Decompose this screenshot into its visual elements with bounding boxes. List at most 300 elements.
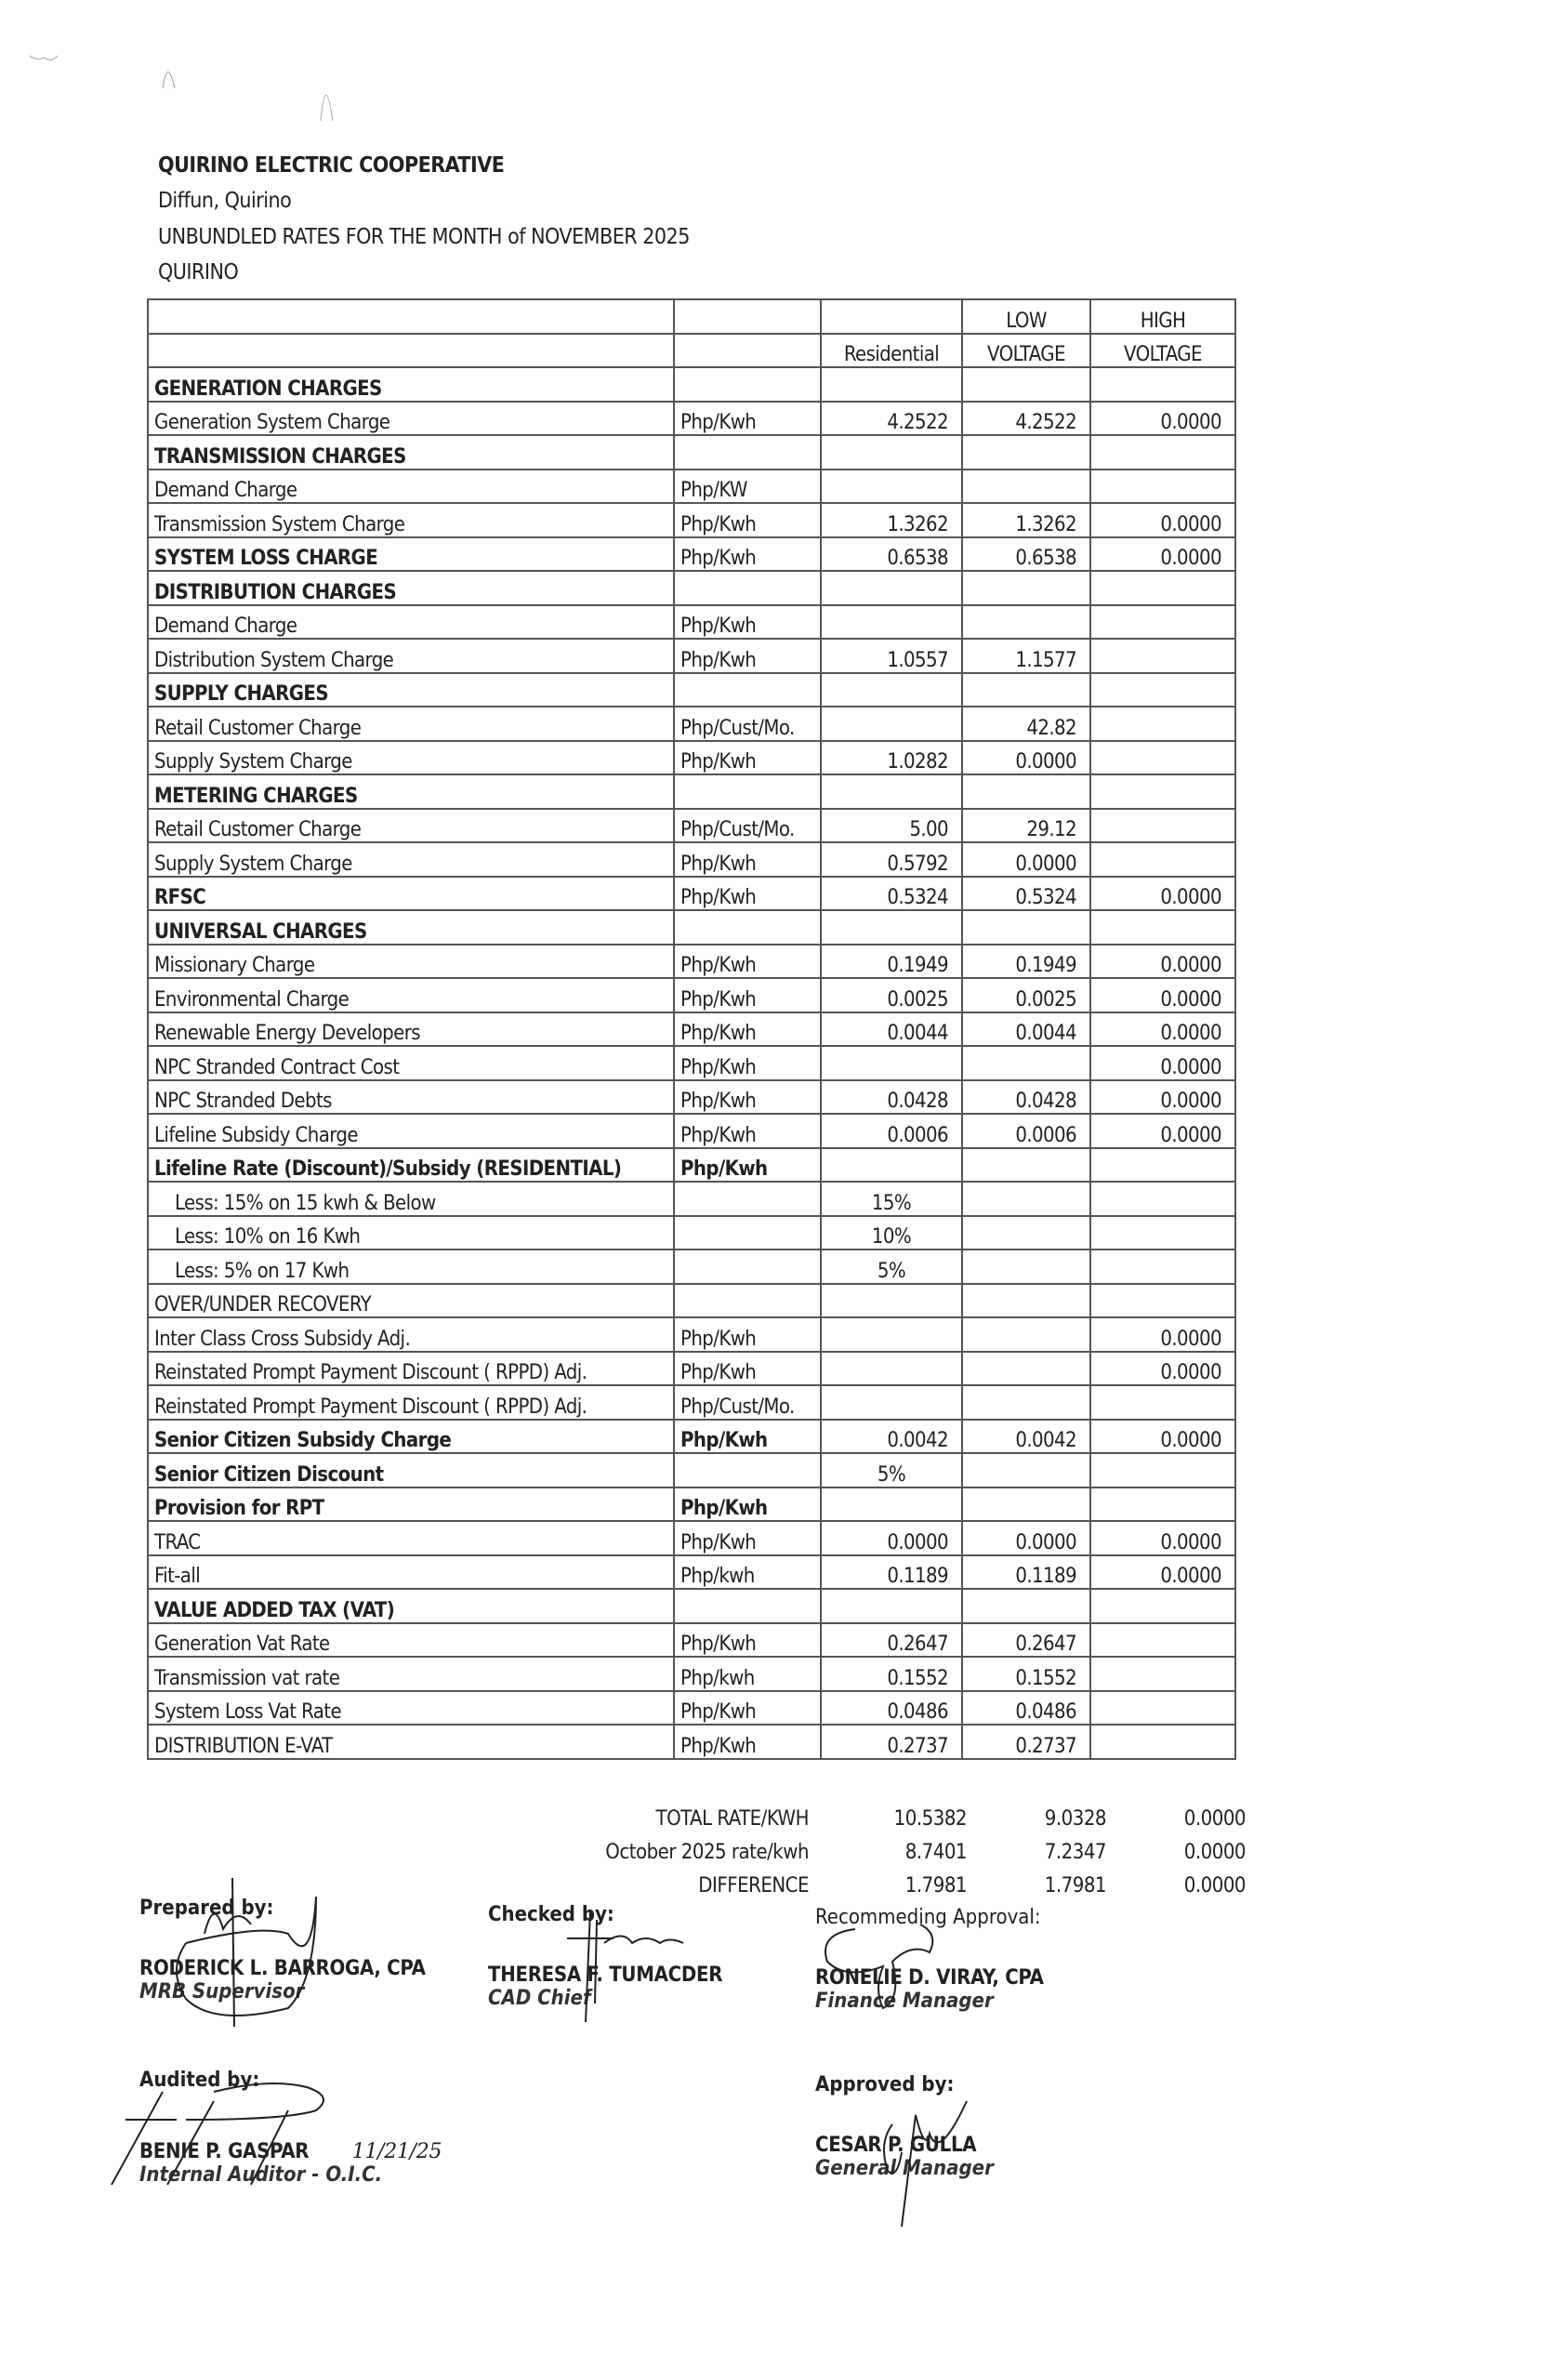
residential-value — [821, 435, 962, 469]
row-unit: Php/Kwh — [674, 1080, 821, 1115]
residential-value — [821, 910, 962, 945]
low-voltage-value — [962, 774, 1090, 809]
approved-by-label: Approved by: — [815, 2073, 955, 2096]
header-blank — [148, 334, 674, 368]
high-voltage-value — [1090, 842, 1235, 877]
row-label: Retail Customer Charge — [148, 707, 674, 741]
residential-value: 0.1189 — [821, 1555, 962, 1590]
residential-value: 5% — [821, 1250, 962, 1284]
high-voltage-value: 0.0000 — [1090, 1012, 1235, 1047]
row-unit: Php/Kwh — [674, 1521, 821, 1555]
header-blank — [821, 299, 962, 334]
table-row — [148, 809, 1235, 843]
row-unit: Php/Kwh — [674, 1725, 821, 1759]
totals-low-voltage: 7.2347 — [1044, 1840, 1106, 1864]
high-voltage-value: 0.0000 — [1090, 1420, 1235, 1454]
table-section-row — [148, 571, 1235, 605]
row-label: Less: 10% on 16 Kwh — [148, 1216, 674, 1250]
row-label: Renewable Energy Developers — [148, 1012, 674, 1047]
high-voltage-value — [1090, 1453, 1235, 1488]
low-voltage-value — [962, 605, 1090, 640]
high-voltage-value — [1090, 367, 1235, 402]
row-unit — [674, 435, 821, 469]
low-voltage-value: 0.1552 — [962, 1657, 1090, 1691]
prepared-by-block — [139, 1897, 426, 2003]
low-voltage-value: 0.0486 — [962, 1691, 1090, 1726]
low-voltage-value — [962, 1250, 1090, 1284]
residential-value — [821, 1046, 962, 1080]
row-label: NPC Stranded Contract Cost — [148, 1046, 674, 1080]
row-unit: Php/Kwh — [674, 503, 821, 537]
table-section-row — [148, 673, 1235, 707]
low-voltage-value: 0.0006 — [962, 1114, 1090, 1148]
row-label: Supply System Charge — [148, 842, 674, 877]
scan-mark-icon — [158, 56, 186, 93]
residential-value: 0.5792 — [821, 842, 962, 877]
table-section-row — [148, 537, 1235, 572]
totals-label: October 2025 rate/kwh — [605, 1840, 809, 1864]
residential-value: 1.0557 — [821, 639, 962, 673]
high-voltage-value: 0.0000 — [1090, 1114, 1235, 1148]
totals-high-voltage: 0.0000 — [1183, 1840, 1246, 1864]
residential-value: 10% — [821, 1216, 962, 1250]
checked-by-title: CAD Chief — [488, 1987, 591, 2010]
row-unit: Php/Kwh — [674, 978, 821, 1012]
residential-value: 5.00 — [821, 809, 962, 843]
table-row — [148, 1046, 1235, 1080]
row-label: Senior Citizen Subsidy Charge — [148, 1420, 674, 1454]
residential-value: 0.0025 — [821, 978, 962, 1012]
high-voltage-value — [1090, 639, 1235, 673]
high-voltage-value — [1090, 910, 1235, 945]
row-unit: Php/Cust/Mo. — [674, 1385, 821, 1420]
table-row — [148, 1080, 1235, 1115]
row-unit: Php/Kwh — [674, 1012, 821, 1047]
high-voltage-value: 0.0000 — [1090, 1080, 1235, 1115]
high-voltage-value — [1090, 1589, 1235, 1623]
low-voltage-value: 42.82 — [962, 707, 1090, 741]
row-label: Senior Citizen Discount — [148, 1453, 674, 1488]
low-voltage-value — [962, 1317, 1090, 1352]
row-unit: Php/Kwh — [674, 605, 821, 640]
audited-date: 11/21/25 — [351, 2140, 442, 2163]
residential-value — [821, 1148, 962, 1183]
table-section-row — [148, 435, 1235, 469]
residential-value — [821, 571, 962, 605]
table-row — [148, 1284, 1235, 1318]
row-label: TRANSMISSION CHARGES — [148, 435, 674, 469]
table-row — [148, 1555, 1235, 1590]
table-row — [148, 842, 1235, 877]
row-label: Lifeline Rate (Discount)/Subsidy (RESIDENTIAL) — [148, 1148, 674, 1183]
row-label: VALUE ADDED TAX (VAT) — [148, 1589, 674, 1623]
row-unit: Php/Kwh — [674, 1114, 821, 1148]
column-header-residential: Residential — [821, 334, 962, 368]
row-label: Reinstated Prompt Payment Discount ( RPPD) Adj. — [148, 1352, 674, 1386]
residential-value: 0.0428 — [821, 1080, 962, 1115]
row-label: Demand Charge — [148, 469, 674, 504]
recommending-approval-label: Recommeding Approval: — [815, 1906, 1041, 1929]
high-voltage-value — [1090, 435, 1235, 469]
totals-residential: 10.5382 — [893, 1806, 967, 1831]
table-row — [148, 1691, 1235, 1726]
low-voltage-value — [962, 910, 1090, 945]
totals-low-voltage: 1.7981 — [1044, 1873, 1106, 1897]
low-voltage-value: 1.3262 — [962, 503, 1090, 537]
table-section-row — [148, 1589, 1235, 1623]
residential-value — [821, 1284, 962, 1318]
low-voltage-value — [962, 1216, 1090, 1250]
totals-row — [521, 1869, 1246, 1902]
row-label: Reinstated Prompt Payment Discount ( RPPD) Adj. — [148, 1385, 674, 1420]
report-title: UNBUNDLED RATES FOR THE MONTH of NOVEMBER 2025 — [158, 225, 690, 249]
totals-low-voltage: 9.0328 — [1044, 1806, 1106, 1831]
row-label: SUPPLY CHARGES — [148, 673, 674, 707]
residential-value: 0.5324 — [821, 877, 962, 911]
row-label: Transmission System Charge — [148, 503, 674, 537]
row-unit: Php/Kwh — [674, 1148, 821, 1183]
totals-row — [521, 1835, 1246, 1869]
high-voltage-value: 0.0000 — [1090, 978, 1235, 1012]
table-row — [148, 1114, 1235, 1148]
residential-value: 0.0044 — [821, 1012, 962, 1047]
high-voltage-value: 0.0000 — [1090, 1317, 1235, 1352]
row-unit: Php/Cust/Mo. — [674, 809, 821, 843]
prepared-by-label: Prepared by: — [139, 1897, 274, 1920]
prepared-by-title: MRB Supervisor — [139, 1980, 305, 2003]
row-unit: Php/Kwh — [674, 1420, 821, 1454]
audited-by-block — [139, 2069, 442, 2187]
row-label: Generation System Charge — [148, 402, 674, 436]
residential-value: 0.1552 — [821, 1657, 962, 1691]
row-label: Fit-all — [148, 1555, 674, 1590]
table-row — [148, 402, 1235, 436]
row-unit — [674, 367, 821, 402]
low-voltage-value: 0.2737 — [962, 1725, 1090, 1759]
high-voltage-value: 0.0000 — [1090, 877, 1235, 911]
table-row — [148, 1182, 1235, 1216]
row-unit: Php/Kwh — [674, 1317, 821, 1352]
row-unit: Php/Kwh — [674, 1623, 821, 1658]
header-blank — [674, 299, 821, 334]
row-label: Supply System Charge — [148, 741, 674, 775]
row-label: Transmission vat rate — [148, 1657, 674, 1691]
residential-value — [821, 605, 962, 640]
table-section-row — [148, 877, 1235, 911]
prepared-by-name: RODERICK L. BARROGA, CPA — [139, 1957, 426, 1980]
low-voltage-value — [962, 367, 1090, 402]
row-unit — [674, 1589, 821, 1623]
totals-high-voltage: 0.0000 — [1183, 1873, 1246, 1897]
high-voltage-value — [1090, 1284, 1235, 1318]
company-location: Diffun, Quirino — [158, 189, 292, 213]
header-blank — [674, 334, 821, 368]
residential-value — [821, 1385, 962, 1420]
low-voltage-value: 0.2647 — [962, 1623, 1090, 1658]
row-unit: Php/Kwh — [674, 945, 821, 979]
row-label: Demand Charge — [148, 605, 674, 640]
table-row — [148, 1250, 1235, 1284]
row-label: RFSC — [148, 877, 674, 911]
table-row — [148, 639, 1235, 673]
table-row — [148, 1352, 1235, 1386]
low-voltage-value — [962, 1182, 1090, 1216]
residential-value — [821, 774, 962, 809]
high-voltage-value — [1090, 1148, 1235, 1183]
high-voltage-value — [1090, 469, 1235, 504]
low-voltage-value — [962, 1148, 1090, 1183]
column-header-high-bottom: VOLTAGE — [1090, 334, 1235, 368]
low-voltage-value — [962, 673, 1090, 707]
company-name: QUIRINO ELECTRIC COOPERATIVE — [158, 153, 505, 178]
high-voltage-value — [1090, 571, 1235, 605]
table-row — [148, 469, 1235, 504]
table-row — [148, 1317, 1235, 1352]
row-unit: Php/Kwh — [674, 639, 821, 673]
row-unit — [674, 673, 821, 707]
low-voltage-value: 0.0025 — [962, 978, 1090, 1012]
low-voltage-value: 0.0042 — [962, 1420, 1090, 1454]
residential-value: 1.3262 — [821, 503, 962, 537]
high-voltage-value — [1090, 673, 1235, 707]
audited-by-label: Audited by: — [139, 2069, 260, 2092]
row-label: Retail Customer Charge — [148, 809, 674, 843]
residential-value — [821, 1488, 962, 1522]
row-label: Environmental Charge — [148, 978, 674, 1012]
high-voltage-value: 0.0000 — [1090, 402, 1235, 436]
row-label: GENERATION CHARGES — [148, 367, 674, 402]
totals-residential: 8.7401 — [904, 1840, 967, 1864]
row-label: System Loss Vat Rate — [148, 1691, 674, 1726]
high-voltage-value — [1090, 1623, 1235, 1658]
approved-by-name: CESAR P. GULLA — [815, 2134, 977, 2157]
low-voltage-value — [962, 1385, 1090, 1420]
table-row — [148, 978, 1235, 1012]
row-unit: Php/kwh — [674, 1555, 821, 1590]
table-row — [148, 1420, 1235, 1454]
row-unit: Php/Kwh — [674, 1691, 821, 1726]
table-row — [148, 1657, 1235, 1691]
low-voltage-value — [962, 1046, 1090, 1080]
row-unit: Php/Kwh — [674, 741, 821, 775]
recommending-approval-title: Finance Manager — [815, 1990, 994, 2013]
row-unit — [674, 910, 821, 945]
low-voltage-value: 0.1189 — [962, 1555, 1090, 1590]
table-row — [148, 503, 1235, 537]
row-unit — [674, 1284, 821, 1318]
row-label: Less: 5% on 17 Kwh — [148, 1250, 674, 1284]
unbundled-rates-table — [147, 298, 1236, 1760]
scan-mark-icon — [28, 37, 65, 65]
residential-value: 0.0006 — [821, 1114, 962, 1148]
high-voltage-value — [1090, 605, 1235, 640]
high-voltage-value — [1090, 707, 1235, 741]
row-label: Missionary Charge — [148, 945, 674, 979]
low-voltage-value: 0.0044 — [962, 1012, 1090, 1047]
residential-value: 0.6538 — [821, 537, 962, 572]
row-unit — [674, 571, 821, 605]
row-unit: Php/KW — [674, 469, 821, 504]
residential-value — [821, 367, 962, 402]
row-unit: Php/Kwh — [674, 1046, 821, 1080]
low-voltage-value: 1.1577 — [962, 639, 1090, 673]
table-row — [148, 741, 1235, 775]
checked-by-block — [488, 1903, 722, 2010]
residential-value — [821, 1589, 962, 1623]
row-unit — [674, 1453, 821, 1488]
high-voltage-value — [1090, 1216, 1235, 1250]
low-voltage-value: 0.0000 — [962, 741, 1090, 775]
low-voltage-value — [962, 1488, 1090, 1522]
table-row — [148, 1623, 1235, 1658]
high-voltage-value — [1090, 741, 1235, 775]
audited-by-name: BENIE P. GASPAR — [139, 2140, 310, 2163]
column-header-row-bottom — [148, 334, 1235, 368]
column-header-high-top: HIGH — [1090, 299, 1235, 334]
residential-value: 0.2737 — [821, 1725, 962, 1759]
high-voltage-value — [1090, 809, 1235, 843]
residential-value — [821, 1317, 962, 1352]
audited-by-name-row — [139, 2140, 442, 2163]
residential-value: 0.0000 — [821, 1521, 962, 1555]
totals-block — [521, 1802, 1246, 1902]
table-row — [148, 1216, 1235, 1250]
table-section-row — [148, 774, 1235, 809]
high-voltage-value: 0.0000 — [1090, 537, 1235, 572]
checked-by-name: THERESA F. TUMACDER — [488, 1964, 723, 1987]
table-row — [148, 1725, 1235, 1759]
totals-residential: 1.7981 — [904, 1873, 967, 1897]
residential-value — [821, 1352, 962, 1386]
high-voltage-value: 0.0000 — [1090, 1352, 1235, 1386]
low-voltage-value: 0.5324 — [962, 877, 1090, 911]
row-label: UNIVERSAL CHARGES — [148, 910, 674, 945]
high-voltage-value: 0.0000 — [1090, 1555, 1235, 1590]
residential-value: 4.2522 — [821, 402, 962, 436]
residential-value: 0.0042 — [821, 1420, 962, 1454]
low-voltage-value — [962, 1284, 1090, 1318]
approved-by-block — [815, 2073, 994, 2180]
residential-value: 0.0486 — [821, 1691, 962, 1726]
row-unit: Php/Kwh — [674, 1352, 821, 1386]
audited-by-title: Internal Auditor - O.I.C. — [139, 2163, 383, 2187]
high-voltage-value — [1090, 1691, 1235, 1726]
row-label: OVER/UNDER RECOVERY — [148, 1284, 674, 1318]
row-label: TRAC — [148, 1521, 674, 1555]
low-voltage-value: 0.0428 — [962, 1080, 1090, 1115]
low-voltage-value — [962, 1453, 1090, 1488]
residential-value — [821, 469, 962, 504]
high-voltage-value — [1090, 1250, 1235, 1284]
table-section-row — [148, 910, 1235, 945]
row-label: NPC Stranded Debts — [148, 1080, 674, 1115]
checked-by-label: Checked by: — [488, 1903, 614, 1926]
row-unit: Php/Cust/Mo. — [674, 707, 821, 741]
row-unit: Php/kwh — [674, 1657, 821, 1691]
high-voltage-value — [1090, 774, 1235, 809]
row-unit — [674, 774, 821, 809]
table-row — [148, 707, 1235, 741]
low-voltage-value: 4.2522 — [962, 402, 1090, 436]
low-voltage-value: 0.0000 — [962, 842, 1090, 877]
table-row — [148, 945, 1235, 979]
high-voltage-value — [1090, 1385, 1235, 1420]
low-voltage-value: 0.6538 — [962, 537, 1090, 572]
totals-label: TOTAL RATE/KWH — [655, 1806, 809, 1831]
low-voltage-value — [962, 571, 1090, 605]
column-header-row-top — [148, 299, 1235, 334]
residential-value: 1.0282 — [821, 741, 962, 775]
row-label: Inter Class Cross Subsidy Adj. — [148, 1317, 674, 1352]
recommending-approval-name: RONELIE D. VIRAY, CPA — [815, 1966, 1044, 1990]
low-voltage-value — [962, 469, 1090, 504]
residential-value: 15% — [821, 1182, 962, 1216]
table-row — [148, 1148, 1235, 1183]
high-voltage-value — [1090, 1657, 1235, 1691]
residential-value: 0.1949 — [821, 945, 962, 979]
column-header-low-top: LOW — [962, 299, 1090, 334]
row-unit — [674, 1182, 821, 1216]
low-voltage-value: 0.0000 — [962, 1521, 1090, 1555]
column-header-low-bottom: VOLTAGE — [962, 334, 1090, 368]
row-unit — [674, 1216, 821, 1250]
residential-value: 5% — [821, 1453, 962, 1488]
scan-mark-icon — [316, 70, 344, 126]
residential-value: 0.2647 — [821, 1623, 962, 1658]
row-label: Lifeline Subsidy Charge — [148, 1114, 674, 1148]
row-label: Distribution System Charge — [148, 639, 674, 673]
approved-by-title: General Manager — [815, 2157, 994, 2180]
residential-value — [821, 673, 962, 707]
table-section-row — [148, 367, 1235, 402]
row-unit: Php/Kwh — [674, 877, 821, 911]
row-label: DISTRIBUTION CHARGES — [148, 571, 674, 605]
high-voltage-value: 0.0000 — [1090, 503, 1235, 537]
row-label: DISTRIBUTION E-VAT — [148, 1725, 674, 1759]
row-label: Less: 15% on 15 kwh & Below — [148, 1182, 674, 1216]
totals-label: DIFFERENCE — [698, 1873, 809, 1897]
high-voltage-value: 0.0000 — [1090, 945, 1235, 979]
low-voltage-value: 0.1949 — [962, 945, 1090, 979]
row-unit: Php/Kwh — [674, 537, 821, 572]
recommending-approval-block — [815, 1906, 1044, 2013]
row-label: METERING CHARGES — [148, 774, 674, 809]
high-voltage-value: 0.0000 — [1090, 1521, 1235, 1555]
row-label: SYSTEM LOSS CHARGE — [148, 537, 674, 572]
totals-row — [521, 1802, 1246, 1835]
row-label: Provision for RPT — [148, 1488, 674, 1522]
table-row — [148, 1488, 1235, 1522]
row-unit: Php/Kwh — [674, 842, 821, 877]
row-unit: Php/Kwh — [674, 1488, 821, 1522]
low-voltage-value — [962, 1589, 1090, 1623]
table-row — [148, 1521, 1235, 1555]
totals-high-voltage: 0.0000 — [1183, 1806, 1246, 1831]
table-row — [148, 1385, 1235, 1420]
low-voltage-value — [962, 435, 1090, 469]
row-label: Generation Vat Rate — [148, 1623, 674, 1658]
table-row — [148, 1012, 1235, 1047]
low-voltage-value: 29.12 — [962, 809, 1090, 843]
residential-value — [821, 707, 962, 741]
high-voltage-value — [1090, 1725, 1235, 1759]
low-voltage-value — [962, 1352, 1090, 1386]
high-voltage-value — [1090, 1182, 1235, 1216]
row-unit — [674, 1250, 821, 1284]
high-voltage-value — [1090, 1488, 1235, 1522]
table-row — [148, 1453, 1235, 1488]
table-row — [148, 605, 1235, 640]
